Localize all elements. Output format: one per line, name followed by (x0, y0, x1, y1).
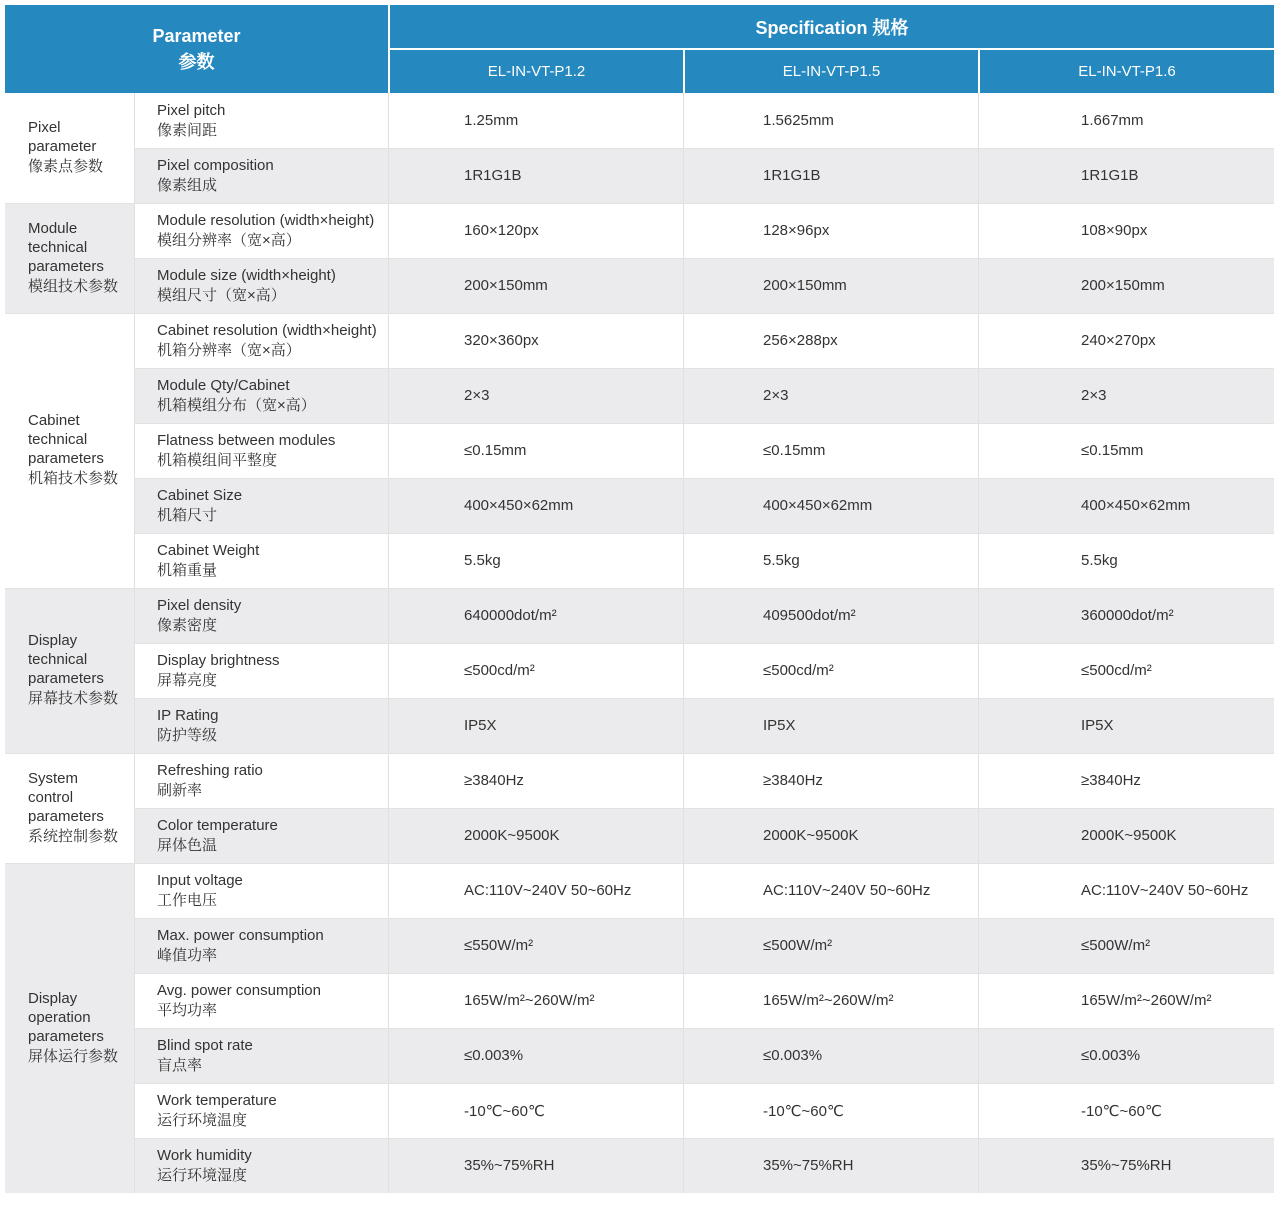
parameter-name-zh: 盲点率 (157, 1056, 203, 1074)
parameter-name-zh: 刷新率 (157, 781, 203, 799)
table-row (134, 1138, 1274, 1193)
parameter-name-en: Color temperature (157, 816, 278, 834)
model-header: EL-IN-VT-P1.2 (487, 63, 586, 80)
spec-value: IP5X (763, 717, 796, 734)
parameter-name (134, 258, 388, 313)
spec-value: 200×150mm (1081, 277, 1165, 294)
parameter-group (5, 93, 134, 203)
spec-value: 35%~75%RH (464, 1157, 555, 1174)
row-divider (134, 368, 1274, 369)
spec-value: 2×3 (464, 387, 490, 404)
group-label-en: control (28, 788, 74, 806)
row-divider (134, 753, 1274, 754)
spec-value: ≤500W/m² (1081, 937, 1151, 954)
parameter-name (134, 1138, 388, 1193)
spec-value: -10℃~60℃ (763, 1102, 844, 1120)
parameter-name (134, 533, 388, 588)
group-divider (5, 313, 134, 314)
parameter-name-en: Pixel density (157, 596, 242, 614)
parameter-name (134, 93, 388, 148)
parameter-name (134, 1083, 388, 1138)
group-label-en: parameter (28, 138, 97, 155)
spec-value: 160×120px (464, 222, 539, 239)
row-divider (134, 1028, 1274, 1029)
parameter-name-zh: 模组尺寸（宽×高） (157, 286, 286, 304)
group-label-zh: 屏幕技术参数 (28, 690, 119, 707)
table-header (5, 5, 1274, 93)
parameter-name-en: Display brightness (157, 651, 280, 669)
parameter-name-zh: 平均功率 (157, 1001, 218, 1019)
group-label-en: System (28, 769, 79, 787)
row-divider (134, 313, 1274, 314)
parameter-name-en: Flatness between modules (157, 431, 336, 449)
spec-value: 400×450×62mm (1081, 497, 1191, 514)
spec-value: IP5X (464, 717, 497, 734)
spec-value: 2000K~9500K (1081, 827, 1177, 844)
group-label-en: parameters (28, 1027, 104, 1045)
row-divider (134, 1138, 1274, 1139)
parameter-header-en: Parameter (152, 26, 241, 46)
table-row (134, 93, 1274, 148)
parameter-name-zh: 像素间距 (157, 121, 218, 139)
parameter-name-zh: 运行环境湿度 (157, 1166, 248, 1184)
spec-value: 5.5kg (763, 552, 800, 569)
spec-value: ≤500cd/m² (464, 662, 535, 679)
row-divider (134, 203, 1274, 204)
spec-value: ≤500W/m² (763, 937, 833, 954)
group-divider (5, 753, 134, 754)
group-label-en: Display (28, 989, 78, 1007)
parameter-name (134, 918, 388, 973)
parameter-name-en: Cabinet Size (157, 486, 243, 504)
spec-value: -10℃~60℃ (464, 1102, 545, 1120)
row-divider (134, 148, 1274, 149)
parameter-name-zh: 机箱分辨率（宽×高） (157, 341, 301, 359)
row-divider (134, 643, 1274, 644)
spec-value: ≤500cd/m² (763, 662, 834, 679)
spec-value: ≥3840Hz (763, 772, 823, 789)
group-label-en: parameters (28, 670, 104, 687)
parameter-name (134, 368, 388, 423)
group-label-en: parameters (28, 807, 104, 825)
spec-value: 1.667mm (1081, 112, 1144, 129)
spec-value: ≤0.003% (464, 1047, 524, 1064)
spec-value: ≤0.003% (763, 1047, 823, 1064)
row-divider (134, 808, 1274, 809)
spec-value: 240×270px (1081, 332, 1156, 349)
row-divider (134, 1083, 1274, 1084)
parameter-name-zh: 像素密度 (157, 616, 218, 634)
parameter-name (134, 973, 388, 1028)
group-label-en: parameters (28, 450, 104, 467)
row-divider (134, 423, 1274, 424)
parameter-name (134, 423, 388, 478)
parameter-name (134, 313, 388, 368)
parameter-name-en: IP Rating (157, 706, 219, 724)
spec-value: 165W/m²~260W/m² (763, 992, 894, 1009)
group-label-zh: 屏体运行参数 (28, 1047, 119, 1065)
parameter-group (5, 753, 134, 863)
parameter-name (134, 643, 388, 698)
table-row (134, 753, 1274, 808)
table-row (134, 148, 1274, 203)
row-divider (134, 478, 1274, 479)
parameter-name-zh: 机箱模组间平整度 (157, 451, 278, 469)
spec-table (5, 5, 1274, 1197)
parameter-name-en: Pixel pitch (157, 101, 226, 119)
spec-value: 35%~75%RH (1081, 1157, 1172, 1174)
group-label-en: parameters (28, 257, 104, 275)
parameter-name (134, 203, 388, 258)
parameter-name-zh: 模组分辨率（宽×高） (157, 231, 301, 249)
parameter-group (5, 203, 134, 313)
spec-value: IP5X (1081, 717, 1114, 734)
model-header: EL-IN-VT-P1.5 (782, 63, 881, 80)
parameter-group (5, 313, 134, 588)
spec-value: 5.5kg (1081, 552, 1118, 569)
table-row (134, 1028, 1274, 1083)
spec-value: 2000K~9500K (763, 827, 859, 844)
table-row (134, 808, 1274, 863)
row-divider (134, 918, 1274, 919)
spec-value: AC:110V~240V 50~60Hz (1081, 882, 1249, 899)
spec-value: 1.25mm (464, 112, 519, 129)
parameter-name-en: Module size (width×height) (157, 266, 336, 284)
parameter-name-zh: 机箱模组分布（宽×高） (157, 396, 316, 414)
spec-value: 2000K~9500K (464, 827, 560, 844)
spec-value: ≤0.15mm (464, 442, 527, 459)
spec-value: 2×3 (763, 387, 789, 404)
parameter-name-en: Module resolution (width×height) (157, 211, 375, 229)
parameter-name-en: Pixel composition (157, 156, 274, 174)
parameter-group (5, 863, 134, 1193)
row-divider (134, 698, 1274, 699)
row-divider (134, 973, 1274, 974)
group-label-en: Pixel (28, 119, 61, 136)
table-row (134, 863, 1274, 918)
spec-value: 360000dot/m² (1081, 607, 1174, 624)
spec-value: ≤550W/m² (464, 937, 534, 954)
group-divider (5, 863, 134, 864)
group-divider (5, 203, 134, 204)
spec-value: 108×90px (1081, 222, 1148, 239)
spec-value: 2×3 (1081, 387, 1107, 404)
table-row (134, 478, 1274, 533)
spec-value: -10℃~60℃ (1081, 1102, 1162, 1120)
table-body (5, 93, 1274, 1197)
table-row (134, 918, 1274, 973)
spec-value: 128×96px (763, 222, 830, 239)
spec-value: ≥3840Hz (464, 772, 524, 789)
spec-value: ≥3840Hz (1081, 772, 1141, 789)
spec-value: 165W/m²~260W/m² (464, 992, 595, 1009)
spec-value: AC:110V~240V 50~60Hz (763, 882, 931, 899)
spec-value: ≤500cd/m² (1081, 662, 1152, 679)
parameter-name-en: Cabinet Weight (157, 541, 260, 559)
table-row (134, 258, 1274, 313)
table-row (134, 313, 1274, 368)
parameter-name-zh: 工作电压 (157, 891, 218, 909)
parameter-name-en: Cabinet resolution (width×height) (157, 321, 377, 339)
parameter-name (134, 863, 388, 918)
spec-value: 1R1G1B (763, 167, 821, 184)
table-row (134, 533, 1274, 588)
specification-header: Specification 规格 (755, 17, 909, 38)
parameter-name (134, 1028, 388, 1083)
group-label-en: Cabinet (28, 412, 80, 429)
spec-value: ≤0.003% (1081, 1047, 1141, 1064)
group-label-zh: 系统控制参数 (28, 827, 119, 845)
parameter-name-en: Work humidity (157, 1146, 252, 1164)
parameter-name-en: Avg. power consumption (157, 981, 321, 999)
group-label-en: Module (28, 219, 78, 237)
spec-value: ≤0.15mm (1081, 442, 1144, 459)
spec-value: 1R1G1B (1081, 167, 1139, 184)
parameter-name-zh: 峰值功率 (157, 946, 218, 964)
parameter-name-zh: 屏体色温 (157, 836, 218, 854)
parameter-name-zh: 屏幕亮度 (157, 671, 218, 689)
group-label-en: Display (28, 632, 78, 649)
parameter-name (134, 698, 388, 753)
parameter-name (134, 753, 388, 808)
parameter-name-en: Work temperature (157, 1091, 277, 1109)
parameter-header-zh: 参数 (178, 52, 215, 72)
parameter-name-en: Module Qty/Cabinet (157, 376, 290, 394)
parameter-name-zh: 机箱重量 (157, 561, 218, 579)
table-row (134, 203, 1274, 258)
spec-value: AC:110V~240V 50~60Hz (464, 882, 632, 899)
group-label-zh: 模组技术参数 (28, 277, 119, 295)
spec-value: 640000dot/m² (464, 607, 557, 624)
table-row (134, 368, 1274, 423)
model-header: EL-IN-VT-P1.6 (1078, 63, 1176, 80)
group-label-en: technical (28, 431, 88, 448)
group-label-en: technical (28, 238, 88, 256)
table-row (134, 643, 1274, 698)
spec-value: ≤0.15mm (763, 442, 826, 459)
parameter-name (134, 478, 388, 533)
group-label-zh: 像素点参数 (28, 158, 104, 175)
parameter-name (134, 148, 388, 203)
spec-value: 200×150mm (464, 277, 548, 294)
parameter-name-zh: 机箱尺寸 (157, 506, 218, 524)
parameter-name (134, 588, 388, 643)
spec-value: 409500dot/m² (763, 607, 856, 624)
row-divider (134, 533, 1274, 534)
spec-value: 5.5kg (464, 552, 501, 569)
parameter-name-en: Blind spot rate (157, 1036, 253, 1054)
table-row (134, 698, 1274, 753)
row-divider (134, 258, 1274, 259)
spec-value: 165W/m²~260W/m² (1081, 992, 1212, 1009)
row-divider (134, 588, 1274, 589)
parameter-name-zh: 像素组成 (157, 176, 218, 194)
parameter-header (5, 5, 388, 93)
table-row (134, 1083, 1274, 1138)
parameter-name-en: Refreshing ratio (157, 761, 263, 779)
spec-value: 400×450×62mm (464, 497, 574, 514)
spec-value: 320×360px (464, 332, 539, 349)
parameter-name (134, 808, 388, 863)
parameter-name-zh: 防护等级 (157, 726, 218, 744)
parameter-name-en: Max. power consumption (157, 926, 324, 944)
spec-value: 400×450×62mm (763, 497, 873, 514)
spec-value: 256×288px (763, 332, 838, 349)
spec-value: 200×150mm (763, 277, 847, 294)
group-label-zh: 机箱技术参数 (28, 470, 119, 487)
group-label-en: operation (28, 1008, 91, 1026)
table-row (134, 588, 1274, 643)
table-row (134, 423, 1274, 478)
spec-value: 35%~75%RH (763, 1157, 854, 1174)
table-row (134, 973, 1274, 1028)
parameter-name-en: Input voltage (157, 871, 243, 889)
spec-value: 1.5625mm (763, 112, 834, 129)
row-divider (134, 863, 1274, 864)
spec-value: 1R1G1B (464, 167, 522, 184)
parameter-group (5, 588, 134, 753)
group-divider (5, 588, 134, 589)
group-label-en: technical (28, 651, 88, 668)
parameter-name-zh: 运行环境温度 (157, 1111, 248, 1129)
